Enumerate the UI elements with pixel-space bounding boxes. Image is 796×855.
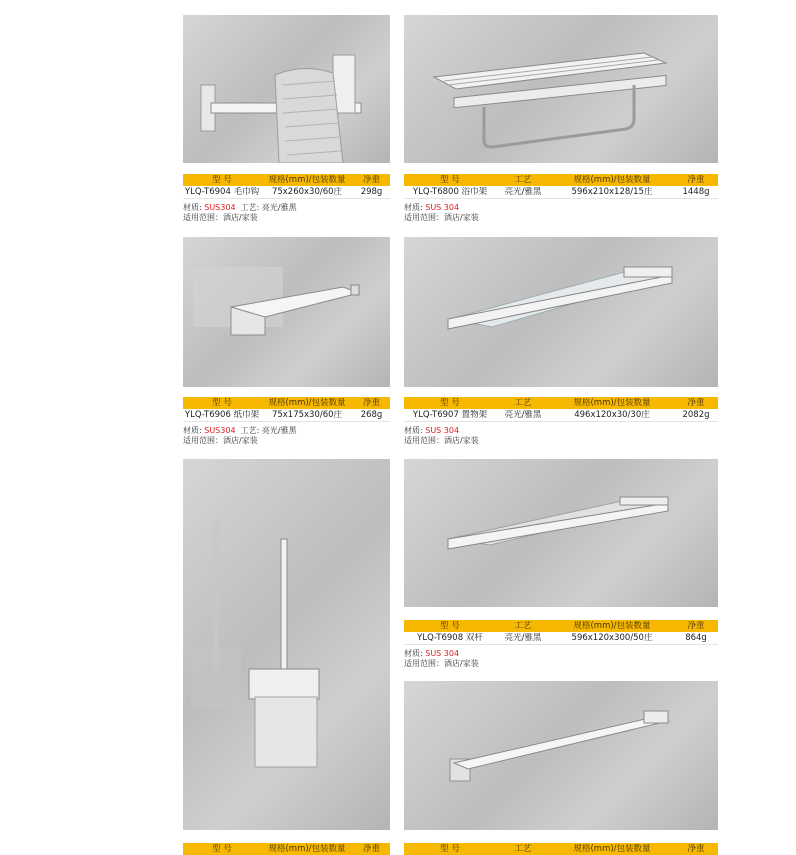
spec-header-row xyxy=(183,843,390,855)
material-note-p1 xyxy=(183,203,297,223)
header-model: 型 号 xyxy=(440,397,460,408)
header-process: 工艺 xyxy=(514,620,532,631)
bath-towel-rack-illustration xyxy=(404,15,718,163)
process-label: 工艺: xyxy=(240,203,260,212)
spec-table-p3 xyxy=(183,397,390,422)
value-spec: 75x175x30/60庄 xyxy=(271,409,343,420)
value-model: YLQ-T6904 毛巾钩 xyxy=(184,186,260,197)
material-value: SUS304 xyxy=(204,203,236,212)
value-weight: 864g xyxy=(685,632,707,643)
product-photo-toilet-brush xyxy=(183,459,390,830)
header-model: 型 号 xyxy=(212,843,232,854)
value-weight: 1448g xyxy=(682,186,710,197)
value-spec: 596x120x300/50庄 xyxy=(571,632,653,643)
header-weight: 净重 xyxy=(687,174,705,185)
product-photo-towel-hook xyxy=(183,15,390,163)
material-note-p4 xyxy=(404,426,479,446)
header-spec: 规格(mm)/包装数量 xyxy=(268,843,346,854)
header-model: 型 号 xyxy=(212,397,232,408)
spec-table-p7 xyxy=(404,843,718,855)
spec-header-row xyxy=(404,843,718,855)
header-model: 型 号 xyxy=(440,843,460,854)
header-process: 工艺 xyxy=(514,397,532,408)
material-note-p2 xyxy=(404,203,479,223)
material-note-p3 xyxy=(183,426,297,446)
scope-value: 酒店/家装 xyxy=(223,213,258,222)
spec-value-row xyxy=(404,186,718,199)
spec-table-p4 xyxy=(404,397,718,422)
header-model: 型 号 xyxy=(212,174,232,185)
value-model: YLQ-T6907 置物架 xyxy=(412,409,488,420)
value-process: 亮光/雅黑 xyxy=(504,632,542,643)
header-spec: 规格(mm)/包装数量 xyxy=(268,174,346,185)
value-model: YLQ-T6800 浴巾架 xyxy=(412,186,488,197)
material-label: 材质: xyxy=(183,203,202,212)
double-bar-illustration xyxy=(404,459,718,607)
process-label: 工艺: xyxy=(240,426,260,435)
header-spec: 规格(mm)/包装数量 xyxy=(573,843,651,854)
spec-header-row xyxy=(183,397,390,409)
value-weight: 268g xyxy=(360,409,383,420)
spec-header-row xyxy=(183,174,390,186)
spec-value-row xyxy=(183,186,390,199)
process-value: 亮光/雅黑 xyxy=(261,203,297,212)
value-spec: 496x120x30/30庄 xyxy=(574,409,650,420)
product-photo-single-bar xyxy=(404,681,718,830)
scope-label: 适用范围： xyxy=(404,436,444,445)
product-photo-double-bar xyxy=(404,459,718,607)
scope-label: 适用范围： xyxy=(183,436,223,445)
spec-table-p1 xyxy=(183,174,390,199)
product-photo-bath-towel-rack xyxy=(404,15,718,163)
header-weight: 净重 xyxy=(362,174,380,185)
material-label: 材质: xyxy=(404,203,423,212)
product-photo-glass-shelf xyxy=(404,237,718,387)
spec-table-p6 xyxy=(183,843,390,855)
scope-value: 酒店/家装 xyxy=(223,436,258,445)
material-value: SUS304 xyxy=(204,426,236,435)
material-label: 材质: xyxy=(404,649,423,658)
header-spec: 规格(mm)/包装数量 xyxy=(573,397,651,408)
value-model: YLQ-T6908 双杆 xyxy=(417,632,483,643)
header-weight: 净重 xyxy=(362,843,380,854)
material-label: 材质: xyxy=(404,426,423,435)
value-spec: 75x260x30/60庄 xyxy=(271,186,343,197)
material-value: SUS 304 xyxy=(425,426,460,435)
header-weight: 净重 xyxy=(687,620,705,631)
scope-label: 适用范围： xyxy=(404,213,444,222)
material-note-p5 xyxy=(404,649,479,669)
header-spec: 规格(mm)/包装数量 xyxy=(573,174,651,185)
header-spec: 规格(mm)/包装数量 xyxy=(268,397,346,408)
scope-value: 酒店/家装 xyxy=(444,659,479,668)
scope-value: 酒店/家装 xyxy=(444,213,479,222)
paper-holder-illustration xyxy=(183,237,390,387)
spec-table-p5 xyxy=(404,620,718,645)
scope-value: 酒店/家装 xyxy=(444,436,479,445)
header-weight: 净重 xyxy=(687,843,705,854)
spec-value-row xyxy=(404,632,718,645)
value-process: 亮光/雅黑 xyxy=(504,409,542,420)
value-process: 亮光/雅黑 xyxy=(504,186,542,197)
single-bar-illustration xyxy=(404,681,718,830)
header-model: 型 号 xyxy=(440,620,460,631)
header-spec: 规格(mm)/包装数量 xyxy=(573,620,651,631)
spec-header-row xyxy=(404,397,718,409)
material-value: SUS 304 xyxy=(425,649,460,658)
header-weight: 净重 xyxy=(362,397,380,408)
product-photo-paper-holder xyxy=(183,237,390,387)
spec-header-row xyxy=(404,174,718,186)
spec-header-row xyxy=(404,620,718,632)
towel-hook-illustration xyxy=(183,15,390,163)
material-label: 材质: xyxy=(183,426,202,435)
scope-label: 适用范围： xyxy=(183,213,223,222)
process-value: 亮光/雅黑 xyxy=(261,426,297,435)
value-spec: 596x210x128/15庄 xyxy=(571,186,653,197)
spec-table-p2 xyxy=(404,174,718,199)
header-process: 工艺 xyxy=(514,174,532,185)
value-weight: 2082g xyxy=(682,409,710,420)
material-value: SUS 304 xyxy=(425,203,460,212)
header-model: 型 号 xyxy=(440,174,460,185)
scope-label: 适用范围： xyxy=(404,659,444,668)
glass-shelf-illustration xyxy=(404,237,718,387)
toilet-brush-illustration xyxy=(183,459,390,830)
header-process: 工艺 xyxy=(514,843,532,854)
header-weight: 净重 xyxy=(687,397,705,408)
value-model: YLQ-T6906 纸巾架 xyxy=(184,409,260,420)
value-weight: 298g xyxy=(360,186,383,197)
spec-value-row xyxy=(404,409,718,422)
spec-value-row xyxy=(183,409,390,422)
